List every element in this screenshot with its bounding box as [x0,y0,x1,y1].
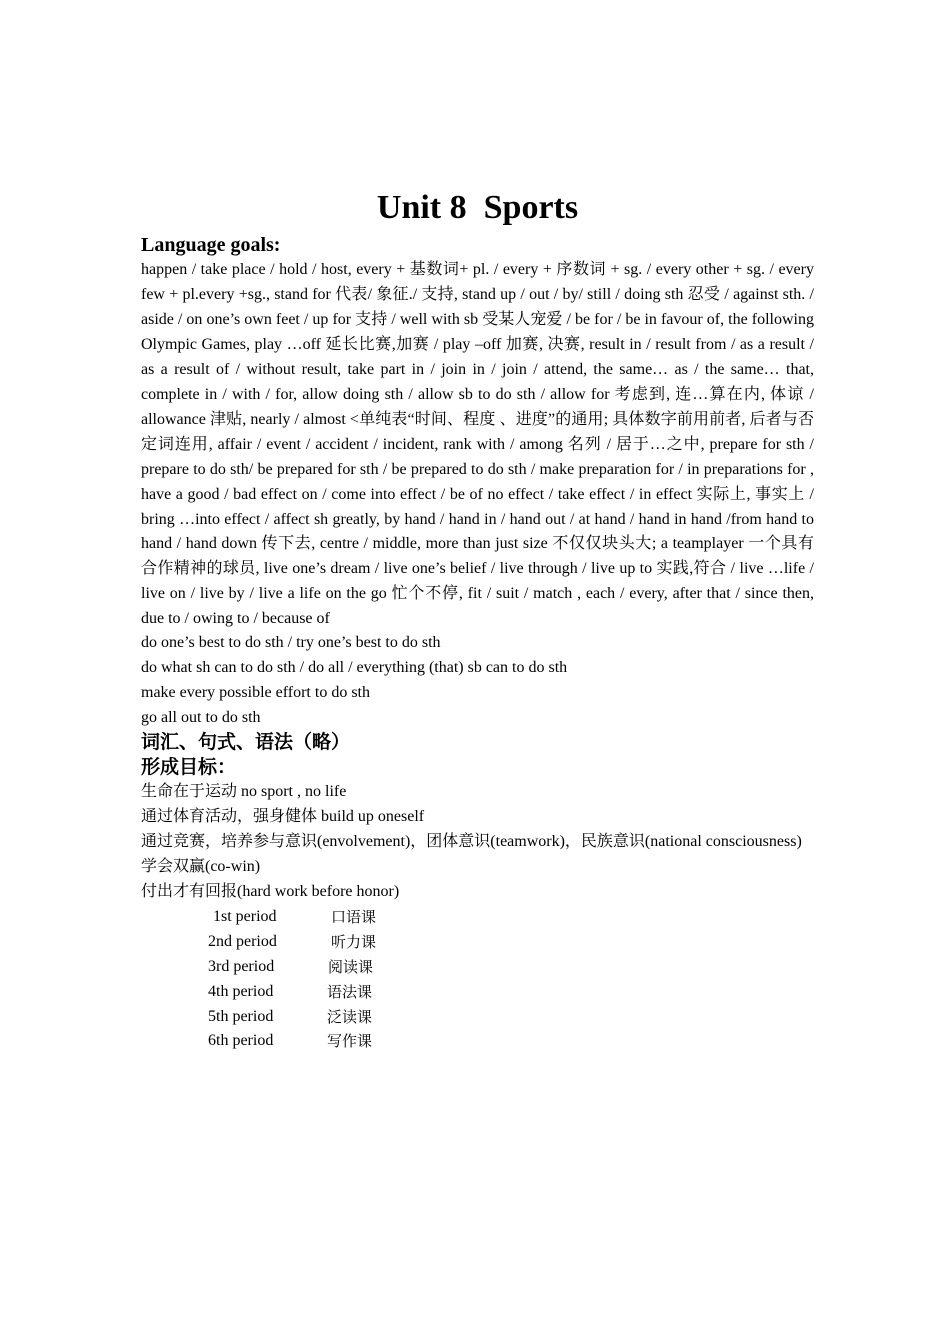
period-row [141,1005,814,1030]
goal-line: 付出才有回报(hard work before honor) [141,883,400,900]
vocab-heading: 词汇、句式、语法（略） [141,732,351,753]
period-row [141,930,814,955]
period-course: 泛读课 [327,1007,373,1026]
phrase-line: do what sh can to do sth / do all / everything (that) sb can to do sth [141,659,568,676]
goal-line: 生命在于运动 no sport , no life [141,783,347,800]
period-course: 阅读课 [328,957,374,976]
phrase-line: make every possible effort to do sth [141,684,370,701]
goal-line: 通过竞赛，培养参与意识(envolvement)，团体意识(teamwork)，民族意识(national consciousness) [141,833,802,850]
phrase-line: do one’s best to do sth / try one’s best to do sth [141,634,441,651]
period-row [141,1029,814,1054]
period-course: 口语课 [331,908,377,926]
period-row [141,980,814,1005]
period-row [141,905,814,930]
period-name: 6th period [208,1032,274,1050]
page-title: Unit 8 Sports [376,189,579,226]
period-row [141,955,814,980]
goal-line: 学会双赢(co-win) [141,858,261,875]
goal-line: 通过体育活动，强身健体 build up oneself [141,808,425,825]
phrase-line: go all out to do sth [141,709,261,726]
period-name: 3rd period [208,957,275,975]
language-goals-paragraph: happen / take place / hold / host, every + 基数词+ pl. / every + 序数词 + sg. / every other + sg. / every few + pl.every +sg., stand for 代表/ 象征./ 支持, stand up / out / by/ still / doing sth 忍受 / against sth. / aside / on one’s own feet / up for 支持 / well with sb 受某人宠爱 / be for / be in favour of, the following Olympic Games, play …off 延长比赛,加赛 / play –off 加赛, 决赛, result in / result from / as a result / as a result of / without result, take part in / join in / join / attend, the same… as / the same… that, complete in / with / for, allow doing sth / allow sb to do sth / allow for 考虑到, 连…算在内, 体谅 / allowance 津贴, nearly / almost <单纯表“时间、程度 、进度”的通用; 具体数字前用前者, 后者与否定词连用, affair / event / accident / incident, rank with / among 名列 / 居于…之中, prepare for sth / prepare to do sth/ be prepared for sth / be prepared to do sth / make preparation for / in preparations for , have a good / bad effect on / come into effect / be of no effect / take effect / in effect 实际上, 事实上 / bring …into effect / affect sh greatly, by hand / hand in / hand out / at hand / hand in hand /from hand to hand / hand down 传下去, centre / middle, more than just size 不仅仅块头大; a teamplayer 一个具有合作精神的球员, live one’s dream / live one’s belief / live through / live up to 实践,符合 / live …life / live on / live by / live a life on the go 忙个不停, fit / suit / match , each / every, after that / since then, due to / owing to / because of [141,261,814,628]
period-name: 4th period [208,982,274,1000]
goals-heading: 形成目标： [141,757,237,778]
period-list [141,905,814,1054]
period-name: 5th period [208,1007,274,1025]
period-course: 听力课 [331,932,377,951]
period-name: 1st period [213,908,277,925]
period-name: 2nd period [208,932,277,950]
period-course: 语法课 [327,982,373,1001]
period-course: 写作课 [327,1032,373,1051]
language-goals-heading: Language goals: [141,234,281,256]
